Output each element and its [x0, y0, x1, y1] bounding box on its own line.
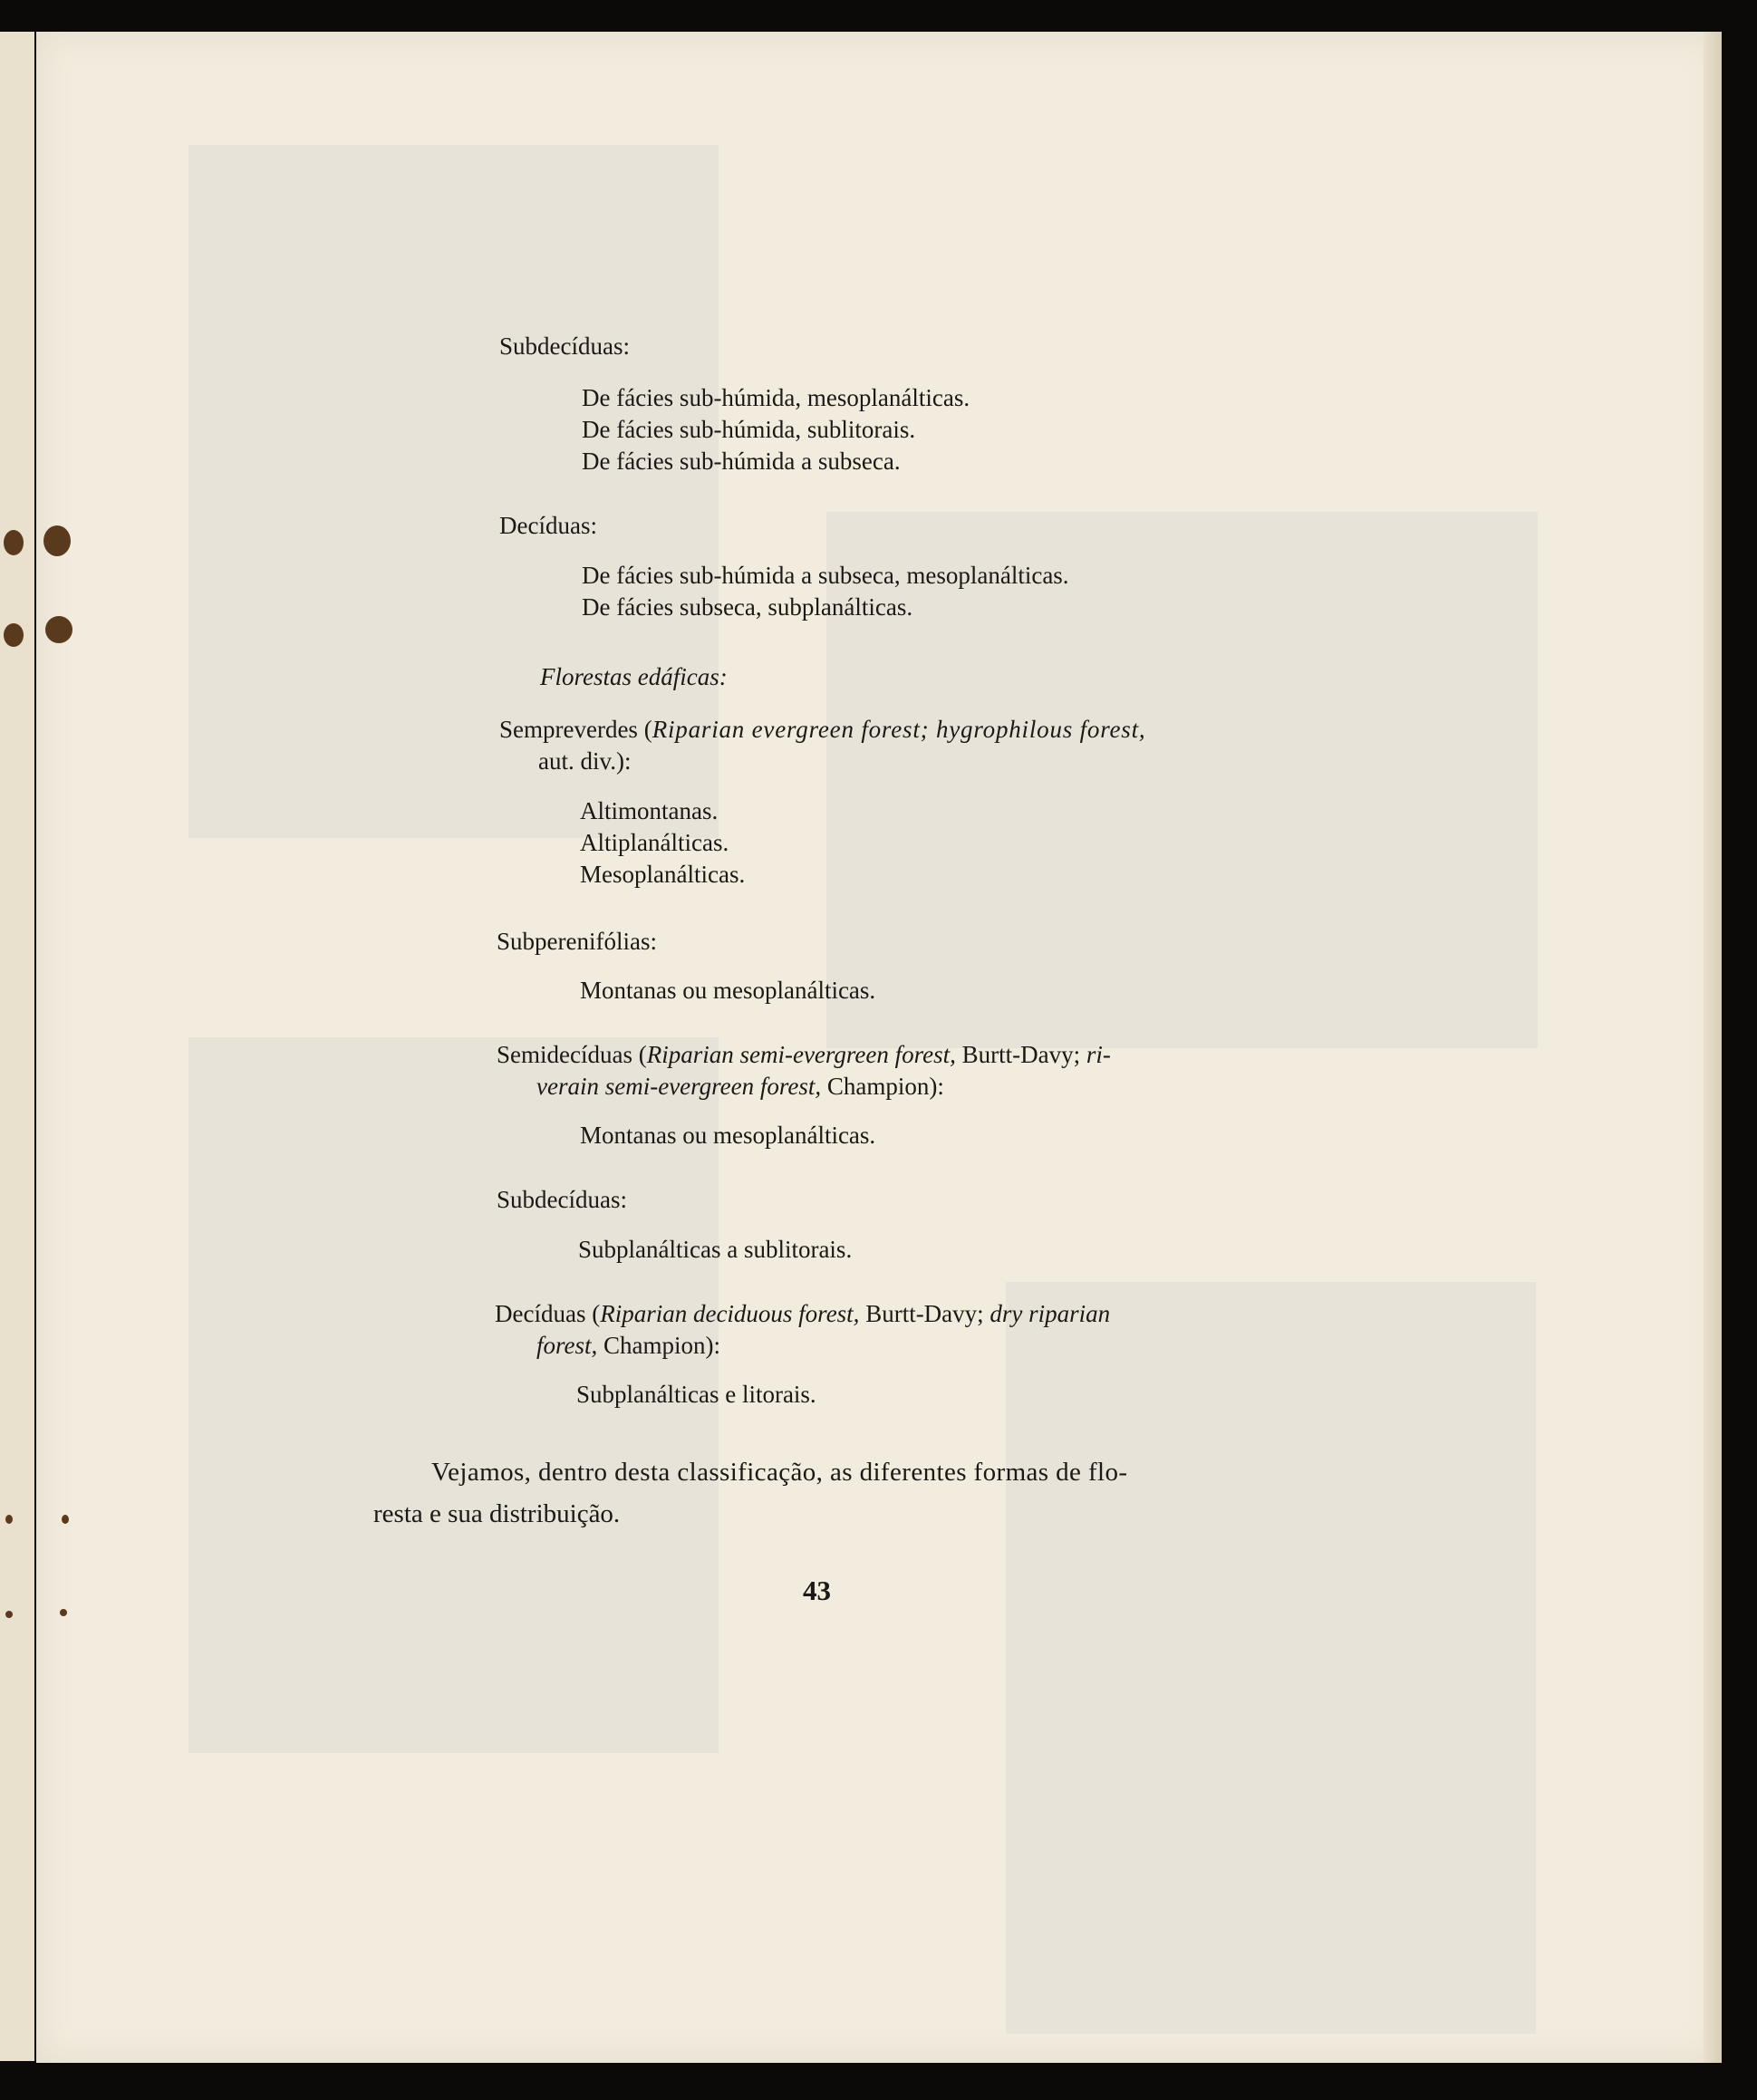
edaphic-forests-heading: Florestas edáficas: — [540, 663, 728, 690]
show-through-block — [1006, 1282, 1536, 2034]
list-item: De fácies sub-húmida a subseca, mesoplanálticas. — [582, 562, 1069, 589]
list-item: De fácies sub-húmida a subseca. — [582, 448, 901, 475]
binding-hole — [4, 530, 24, 555]
title-text: Semidecíduas ( — [497, 1041, 647, 1068]
binding-hole — [62, 1515, 69, 1524]
section-title: Subperenifólias: — [497, 928, 657, 955]
list-item: Montanas ou mesoplanálticas. — [580, 977, 876, 1004]
title-text: Burtt-Davy; — [859, 1300, 990, 1327]
list-item: Montanas ou mesoplanálticas. — [580, 1122, 876, 1149]
binding-hole — [60, 1609, 67, 1616]
section-title: Subdecíduas: — [497, 1186, 627, 1213]
list-item: De fácies sub-húmida, mesoplanálticas. — [582, 384, 970, 411]
section-title — [495, 1298, 1110, 1330]
title-italic: ri- — [1086, 1041, 1111, 1068]
title-text: Champion): — [597, 1332, 720, 1359]
page-edge-shadow — [1704, 32, 1722, 2063]
section-title — [499, 714, 1145, 746]
facing-page-edge — [0, 32, 34, 2061]
title-text: Burtt-Davy; — [955, 1041, 1086, 1068]
show-through-block — [826, 512, 1538, 1048]
title-text: Decíduas ( — [495, 1300, 601, 1327]
binding-hole — [4, 623, 24, 647]
closing-paragraph-line: resta e sua distribuição. — [373, 1499, 621, 1528]
list-item: Subplanálticas a sublitorais. — [578, 1236, 853, 1263]
section-title-continuation — [536, 1330, 720, 1362]
binding-hole — [43, 525, 71, 556]
binding-hole — [45, 616, 72, 643]
section-title: Subdecíduas: — [499, 332, 630, 360]
list-item: Mesoplanálticas. — [580, 861, 746, 888]
list-item: De fácies subseca, subplanálticas. — [582, 593, 913, 621]
section-title-continuation — [536, 1071, 944, 1103]
list-item: Altiplanálticas. — [580, 829, 729, 856]
title-italic: Riparian evergreen forest; hygrophilous forest, — [652, 716, 1146, 743]
title-italic: Riparian semi-evergreen forest, — [646, 1041, 956, 1068]
list-item: Altimontanas. — [580, 797, 719, 824]
section-title: Decíduas: — [499, 512, 597, 539]
title-italic: verain semi-evergreen forest, — [536, 1073, 822, 1100]
closing-paragraph-line: Vejamos, dentro desta classificação, as diferentes formas de flo- — [431, 1458, 1128, 1487]
title-text: Sempreverdes ( — [499, 716, 652, 743]
list-item: Subplanálticas e litorais. — [576, 1381, 816, 1408]
section-title-continuation: aut. div.): — [538, 747, 632, 775]
list-item: De fácies sub-húmida, sublitorais. — [582, 416, 916, 443]
binding-hole — [5, 1611, 13, 1618]
binding-hole — [5, 1515, 13, 1524]
title-italic: forest, — [536, 1332, 598, 1359]
title-italic: dry riparian — [990, 1300, 1111, 1327]
section-title — [497, 1039, 1111, 1071]
page-number: 43 — [803, 1575, 831, 1606]
title-text: Champion): — [821, 1073, 944, 1100]
title-italic: Riparian deciduous forest, — [600, 1300, 860, 1327]
